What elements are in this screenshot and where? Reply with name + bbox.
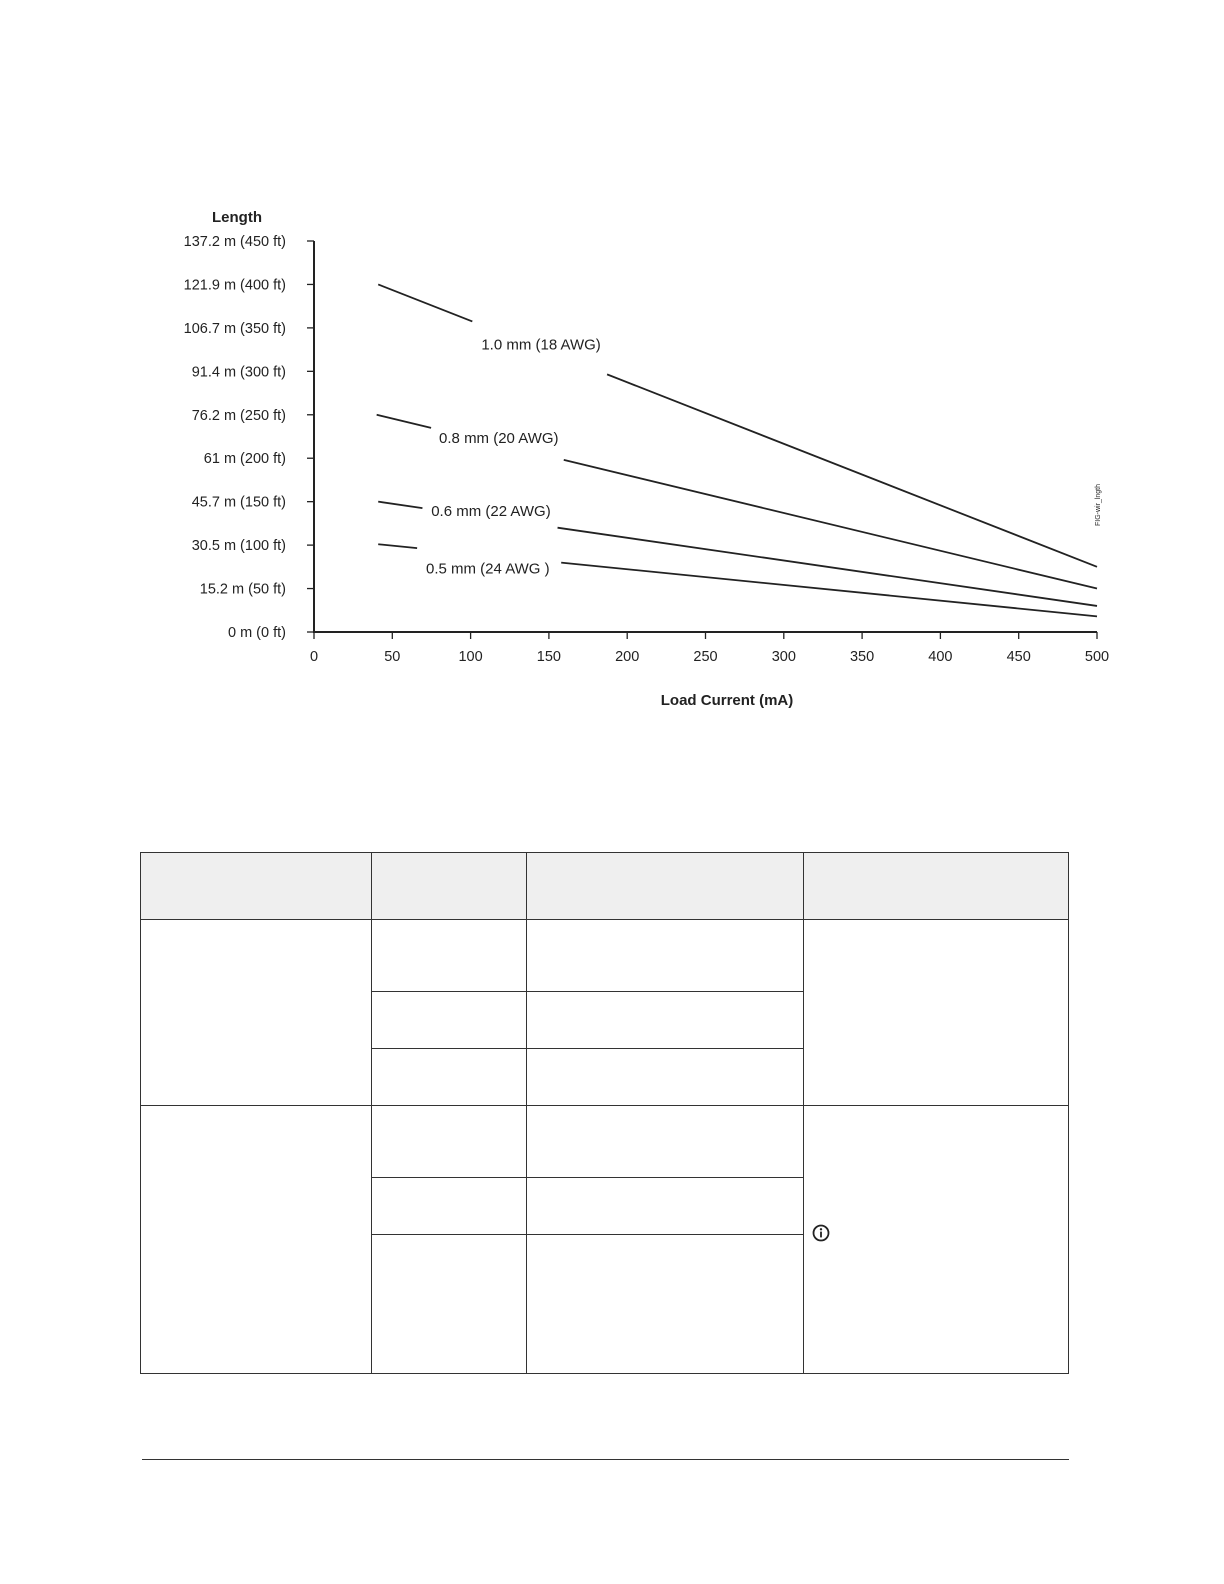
x-tick-label: 300 [771, 649, 796, 665]
table-cell [372, 1106, 527, 1178]
series-line-0-5 [561, 563, 1097, 617]
table-cell [527, 1178, 804, 1235]
series-line-0-6 [558, 528, 1097, 606]
table-cell [372, 992, 527, 1049]
y-tick-label: 137.2 m (450 ft) [183, 234, 286, 250]
y-tick-label: 76.2 m (250 ft) [191, 407, 286, 424]
x-tick-label: 150 [536, 649, 562, 665]
x-tick-label: 200 [615, 649, 640, 665]
figure-id-watermark: FIG-wir_lngth [1095, 483, 1102, 526]
x-tick-label: 50 [384, 649, 401, 665]
series-line-0-8 [377, 415, 431, 428]
series-line-0-5 [378, 544, 417, 548]
table-cell [141, 920, 372, 1106]
table-cell [804, 1106, 1069, 1374]
series-line-0-6 [378, 502, 422, 508]
info-icon [812, 1224, 830, 1242]
x-tick-label: 400 [928, 649, 953, 665]
x-tick-label: 250 [693, 649, 718, 665]
series-line-1-0 [607, 374, 1097, 566]
series-label-0-8: 0.8 mm (20 AWG) [439, 430, 559, 448]
x-tick-label: 450 [1006, 649, 1031, 665]
footer-divider [142, 1459, 1069, 1460]
table-cell [372, 1178, 527, 1235]
table-header-cell [372, 853, 527, 920]
axes [184, 234, 1109, 665]
series-lines [377, 284, 1097, 616]
table-header-cell [804, 853, 1069, 920]
x-tick-label: 500 [1084, 649, 1110, 665]
table-cell [527, 1049, 804, 1106]
y-tick-label: 0 m (0 ft) [227, 625, 286, 641]
y-tick-label: 91.4 m (300 ft) [191, 364, 286, 381]
x-tick-label: 0 [309, 649, 319, 665]
x-axis-title: Load Current (mA) [660, 692, 794, 709]
table-header-cell [141, 853, 372, 920]
y-axis-title: Length [212, 209, 262, 226]
y-tick-label: 106.7 m (350 ft) [183, 320, 286, 337]
series-line-0-8 [564, 460, 1097, 589]
y-tick-label: 61 m (200 ft) [203, 451, 286, 468]
table-cell [141, 1106, 372, 1374]
series-label-0-6: 0.6 mm (22 AWG) [431, 503, 551, 521]
table-cell [527, 992, 804, 1049]
table-header-cell [527, 853, 804, 920]
table-row [141, 920, 1069, 992]
table-header-row [141, 853, 1069, 920]
x-tick-label: 350 [849, 649, 875, 665]
y-tick-label: 45.7 m (150 ft) [191, 494, 286, 511]
table-cell [527, 1235, 804, 1374]
wire-length-chart [0, 0, 1224, 760]
table-cell [372, 1235, 527, 1374]
y-tick-label: 121.9 m (400 ft) [183, 277, 286, 294]
data-table [140, 852, 1069, 1374]
table-cell [527, 1106, 804, 1178]
series-line-1-0 [378, 284, 472, 321]
y-tick-label: 15.2 m (50 ft) [199, 581, 286, 598]
table-cell [527, 920, 804, 992]
table-cell [804, 920, 1069, 1106]
table-cell [372, 920, 527, 992]
table-row [141, 1106, 1069, 1178]
series-label-1-0: 1.0 mm (18 AWG) [481, 336, 601, 354]
table-cell [372, 1049, 527, 1106]
x-tick-label: 100 [458, 649, 483, 665]
y-tick-label: 30.5 m (100 ft) [191, 538, 286, 555]
series-label-0-5: 0.5 mm (24 AWG ) [426, 560, 550, 578]
